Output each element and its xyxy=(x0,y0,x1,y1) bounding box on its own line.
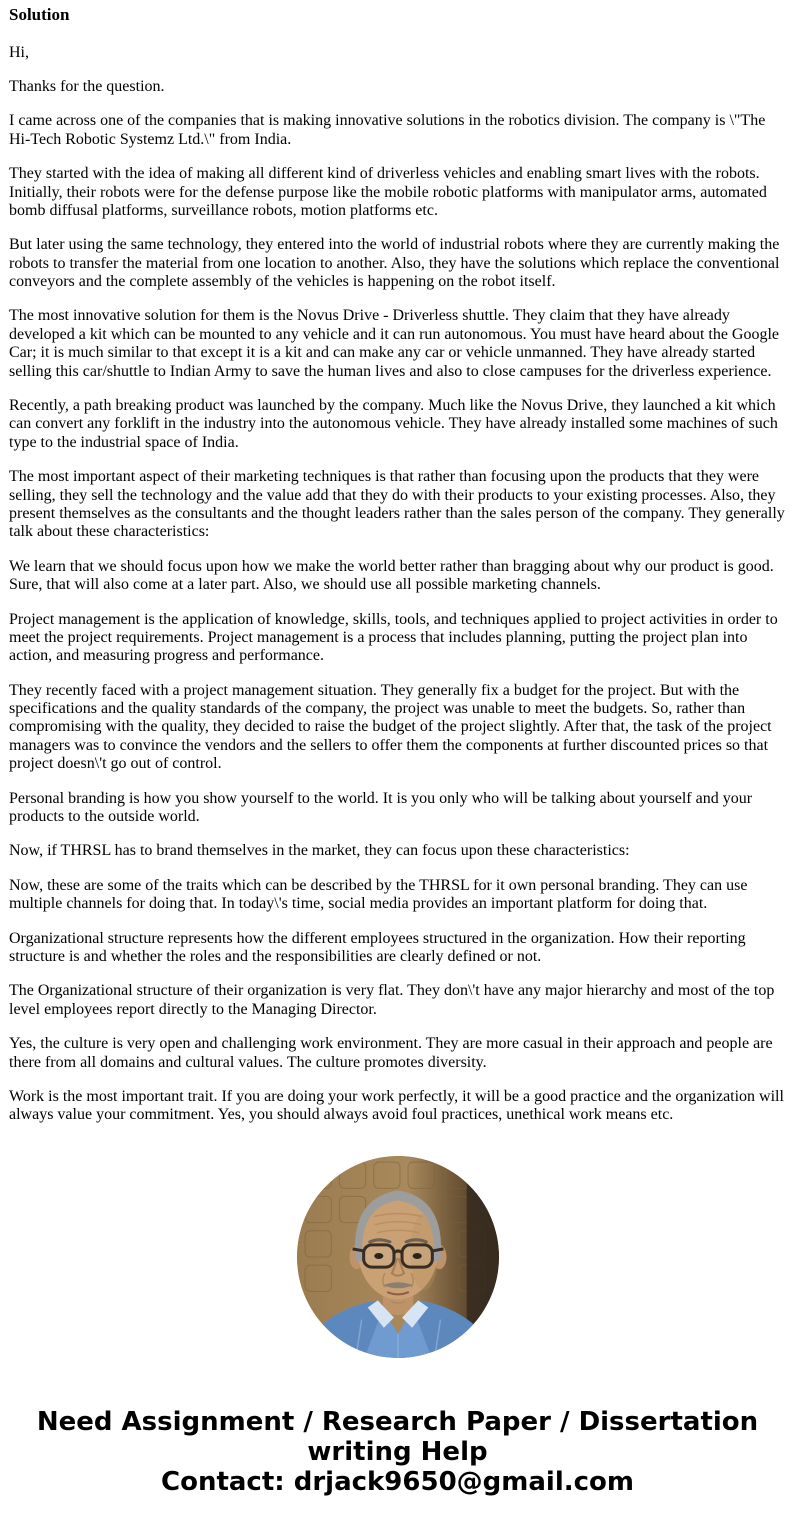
paragraph: We learn that we should focus upon how we make the world better rather than bragging about why our product is good. Sure, that will also come at a later part. Also, we should use all possible marketing channels. xyxy=(9,557,774,594)
paragraph: They started with the idea of making all different kind of driverless vehicles and enabling smart lives with the robots. Initially, their robots were for the defense purpose like the mobile robotic platforms with manipulator arms, automated bomb diffusal platforms, surveillance robots, motion platforms etc. xyxy=(9,165,767,219)
paragraph: Personal branding is how you show yourself to the world. It is you only who will be talking about yourself and your products to the outside world. xyxy=(9,789,753,826)
paragraph: Hi, xyxy=(9,43,29,61)
paragraph: The most important aspect of their marketing techniques is that rather than focusing upon the products that they were selling, they sell the technology and the value add that they do with their products to your existing processes. Also, they present themselves as the consultants and the thought leaders rather than the sales person of the company. They generally talk about these characteristics: xyxy=(9,468,785,541)
paragraph: But later using the same technology, they entered into the world of industrial robots where they are currently making the robots to transfer the material from one location to another. Also, they have the solutions which replace the conventional conveyors and the complete assembly of the vehicles is happening on the robot itself. xyxy=(9,236,780,291)
paragraph: I came across one of the companies that is making innovative solutions in the robotics division. The company is \"The Hi-Tech Robotic Systemz Ltd.\" from India. xyxy=(9,112,766,148)
paragraph: The most innovative solution for them is the Novus Drive - Driverless shuttle. They claim that they have already developed a kit which can be mounted to any vehicle and it can run autonomous. You must have heard about the Google Car; it is much similar to that except it is a kit and can make any car or vehicle unmanned. They have already started selling this car/shuttle to Indian Army to save the human lives and also to close campuses for the driverless experience. xyxy=(9,307,780,380)
avatar-container xyxy=(9,1156,786,1358)
paragraph: Recently, a path breaking product was launched by the company. Much like the Novus Drive, they launched a kit which can convert any forklift in the industry into the autonomous vehicle. They have already installed some machines of such type to the industrial space of India. xyxy=(9,397,778,451)
paragraph: Thanks for the question. xyxy=(9,77,165,95)
footer-contact-text: Contact: drjack9650@gmail.com xyxy=(161,1467,634,1498)
paragraph: Yes, the culture is very open and challenging work environment. They are more casual in their approach and people are there from all domains and cultural values. The culture promotes diversity. xyxy=(9,1035,773,1071)
paragraph: The Organizational structure of their organization is very flat. They don\'t have any major hierarchy and most of the top level employees report directly to the Managing Director. xyxy=(9,982,775,1018)
footer-help-heading xyxy=(19,1407,776,1497)
paragraph: Work is the most important trait. If you are doing your work perfectly, it will be a good practice and the organization will always value your commitment. Yes, you should always avoid foul practices, unethical work means etc. xyxy=(9,1087,784,1124)
avatar-illustration xyxy=(297,1156,499,1358)
paragraph: Organizational structure represents how the different employees structured in the organization. How their reporting structure is and whether the roles and the responsibilities are clearly defined or not. xyxy=(9,929,746,965)
paragraph: Now, these are some of the traits which can be described by the THRSL for it own personal branding. They can use multiple channels for doing that. In today\'s time, social media provides an important platform for doing that. xyxy=(9,876,748,913)
paragraph: Project management is the application of knowledge, skills, tools, and techniques applied to project activities in order to meet the project requirements. Project management is a process that includes planning, putting the project plan into action, and measuring progress and performance. xyxy=(9,610,778,665)
footer-help-text: Need Assignment / Research Paper / Dissertation writing Help xyxy=(36,1406,759,1467)
paragraph: Now, if THRSL has to brand themselves in the market, they can focus upon these characteristics: xyxy=(9,842,630,860)
avatar xyxy=(297,1156,499,1358)
page-title: Solution xyxy=(9,5,70,24)
paragraph: They recently faced with a project management situation. They generally fix a budget for the project. But with the specifications and the quality standards of the company, the project was unable to meet the budgets. So, rather than compromising with the quality, they decided to raise the budget of the project slightly. After that, the task of the project managers was to convince the vendors and the sellers to offer them the components at further discounted prices so that project doesn\'t go out of control. xyxy=(9,681,772,773)
